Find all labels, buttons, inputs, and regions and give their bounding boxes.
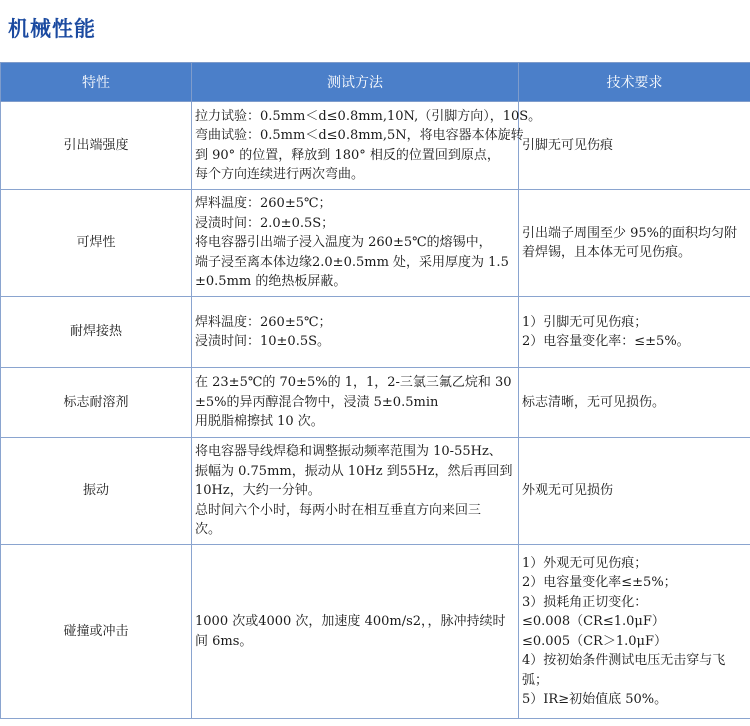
requirement-line: ≤0.008（CR≤1.0μF）: [522, 614, 665, 629]
requirement-line: 引出端子周围至少 95%的面积均匀附: [522, 225, 738, 241]
method-cell: [192, 102, 542, 190]
feature-cell: 振动: [1, 438, 192, 545]
mechanical-properties-table: [0, 62, 750, 719]
page-title: 机械性能: [8, 17, 96, 41]
method-line: 将电容器导线焊稳和调整振动频率范围为 10-55Hz、: [195, 444, 502, 460]
method-line: 10Hz，大约一分钟。: [195, 483, 321, 499]
method-cell: [192, 368, 519, 438]
method-line: 总时间六个小时，每两小时在相互垂直方向来回三: [195, 502, 482, 518]
requirement-line: 着焊锡，且本体无可见伤痕。: [522, 245, 692, 260]
method-line: 在 23±5℃的 70±5%的 1，1，2-三氯三氟乙烷和 30: [195, 375, 512, 391]
requirement-line: 1）外观无可见伤痕；: [522, 555, 648, 571]
requirement-line: 引脚无可见伤痕: [522, 137, 614, 153]
method-line: 弯曲试验：0.5mm＜d≤0.8mm,5N，将电容器本体旋转: [195, 128, 524, 143]
requirement-line: 1）引脚无可见伤痕；: [522, 314, 648, 330]
table-row: [1, 368, 750, 438]
feature-cell: 碰撞或冲击: [1, 545, 192, 719]
method-line: 每个方向连续进行两次弯曲。: [195, 167, 365, 182]
requirement-line: 5）IR≥初始值底 50%。: [522, 692, 668, 707]
header-feature: 特性: [1, 63, 192, 102]
requirement-cell: [519, 190, 750, 297]
feature-cell: 耐焊接热: [1, 297, 192, 368]
requirement-cell: [519, 368, 750, 438]
requirement-cell: [519, 545, 750, 719]
method-line: 振幅为 0.75mm，振动从 10Hz 到55Hz，然后再回到: [195, 463, 513, 479]
requirement-cell: [519, 297, 750, 368]
method-cell: [192, 545, 519, 719]
table-row: [1, 102, 750, 190]
requirement-cell: [519, 102, 750, 190]
requirement-line: 2）电容量变化率：≤±5%。: [522, 334, 690, 349]
table-row: [1, 545, 750, 719]
method-line: 拉力试验：0.5mm＜d≤0.8mm,10N,（引脚方向），10S。: [195, 108, 542, 124]
requirement-line: 弧；: [522, 672, 549, 688]
method-cell: [192, 438, 519, 545]
method-line: ±5%的异丙醇混合物中，浸渍 5±0.5min: [195, 394, 439, 410]
method-line: 次。: [195, 522, 222, 538]
feature-cell: 标志耐溶剂: [1, 368, 192, 438]
header-test-method: 测试方法: [192, 63, 519, 102]
method-line: 焊料温度：260±5℃；: [195, 314, 332, 330]
method-cell: [192, 190, 519, 297]
method-line: ±0.5mm 的绝热板屏蔽。: [195, 274, 347, 290]
requirement-line: 4）按初始条件测试电压无击穿与飞: [522, 653, 726, 668]
method-line: 将电容器引出端子浸入温度为 260±5℃的熔锡中，: [195, 235, 492, 251]
method-line: 焊料温度：260±5℃；: [195, 196, 332, 212]
feature-cell: 可焊性: [1, 190, 192, 297]
method-line: 浸渍时间：2.0±0.5S；: [195, 215, 335, 231]
requirement-line: ≤0.005（CR＞1.0μF）: [522, 633, 667, 649]
table-row: [1, 297, 750, 368]
table-row: [1, 190, 750, 297]
header-requirement: 技术要求: [519, 63, 750, 102]
method-line: 间 6ms。: [195, 633, 253, 649]
method-line: 到 90° 的位置，释放到 180° 相反的位置回到原点，: [195, 147, 500, 163]
requirement-line: 外观无可见损伤: [522, 483, 614, 499]
method-line: 用脱脂棉擦拭 10 次。: [195, 414, 324, 430]
requirement-line: 标志清晰，无可见损伤。: [522, 394, 666, 410]
requirement-cell: [519, 438, 750, 545]
method-cell: [192, 297, 519, 368]
table-header-row: [1, 63, 750, 102]
requirement-line: 2）电容量变化率≤±5%；: [522, 575, 677, 590]
requirement-line: 3）损耗角正切变化：: [522, 594, 648, 610]
feature-cell: 引出端强度: [1, 102, 192, 190]
method-line: 浸渍时间：10±0.5S。: [195, 334, 331, 349]
method-line: 1000 次或4000 次，加速度 400m/s2，，脉冲持续时: [195, 614, 506, 629]
table-row: [1, 438, 750, 545]
method-line: 端子浸至离本体边缘2.0±0.5mm 处，采用厚度为 1.5: [195, 254, 509, 270]
